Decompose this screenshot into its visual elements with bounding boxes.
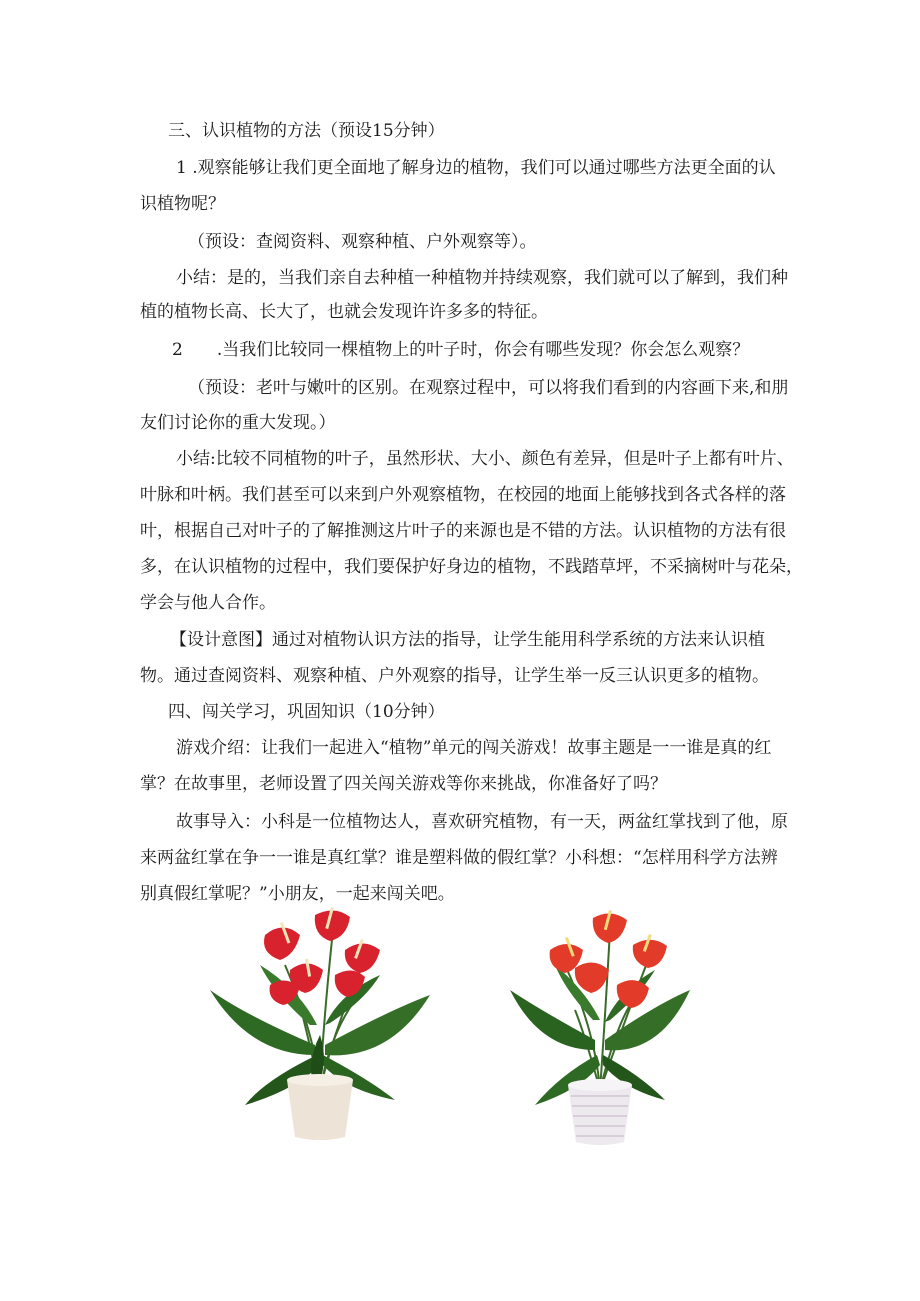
game-intro-line-1: 游戏介绍：让我们一起进入“植物”单元的闯关游戏！故事主题是一一谁是真的红 [176, 738, 772, 758]
summary-1-line-1: 小结：是的，当我们亲自去种植一种植物并持续观察，我们就可以了解到，我们种 [176, 268, 788, 288]
summary-2-line-3: 叶，根据自己对叶子的了解推测这片叶子的来源也是不错的方法。认识植物的方法有很 [140, 521, 786, 541]
summary-2-line-5: 学会与他人合作。 [140, 593, 276, 613]
question-1-line-2: 识植物呢？ [140, 194, 225, 214]
section-heading-4: 四、闯关学习，巩固知识（10分钟） [168, 702, 445, 722]
question-2-preset-line-1: （预设：老叶与嫩叶的区别。在观察过程中，可以将我们看到的内容画下来,和朋 [188, 378, 789, 398]
story-line-3: 别真假红掌呢？”小朋友，一起来闯关吧。 [140, 884, 455, 904]
question-2-line-1: 2 .当我们比较同一棵植物上的叶子时，你会有哪些发现？你会怎么观察？ [172, 340, 750, 360]
summary-2-line-1: 小结:比较不同植物的叶子，虽然形状、大小、颜色有差异，但是叶子上都有叶片、 [176, 449, 794, 469]
summary-2-line-4: 多，在认识植物的过程中，我们要保护好身边的植物，不践踏草坪，不采摘树叶与花朵， [140, 557, 803, 577]
story-line-2: 来两盆红掌在争一一谁是真红掌？谁是塑料做的假红掌？小科想：“怎样用科学方法辨 [140, 848, 778, 868]
design-intent-line-2: 物。通过查阅资料、观察种植、户外观察的指导，让学生举一反三认识更多的植物。 [140, 666, 769, 686]
section-heading-3: 三、认识植物的方法（预设15分钟） [168, 121, 445, 141]
summary-1-line-2: 植的植物长高、长大了，也就会发现许许多多的特征。 [140, 302, 548, 322]
summary-2-line-2: 叶脉和叶柄。我们甚至可以来到户外观察植物，在校园的地面上能够找到各式各样的落 [140, 485, 786, 505]
question-2-preset-line-2: 友们讨论你的重大发现。） [140, 413, 336, 433]
story-line-1: 故事导入：小科是一位植物达人，喜欢研究植物，有一天，两盆红掌找到了他，原 [176, 812, 788, 832]
anthurium-plant-image-left [205, 905, 435, 1145]
design-intent-line-1: 【设计意图】通过对植物认识方法的指导，让学生能用科学系统的方法来认识植 [170, 630, 765, 650]
question-1-line-1: 1 .观察能够让我们更全面地了解身边的植物，我们可以通过哪些方法更全面的认 [176, 158, 776, 178]
anthurium-plant-image-right [505, 910, 695, 1150]
game-intro-line-2: 掌？在故事里，老师设置了四关闯关游戏等你来挑战，你准备好了吗？ [140, 774, 667, 794]
question-1-preset: （预设：查阅资料、观察种植、户外观察等）。 [188, 232, 537, 252]
